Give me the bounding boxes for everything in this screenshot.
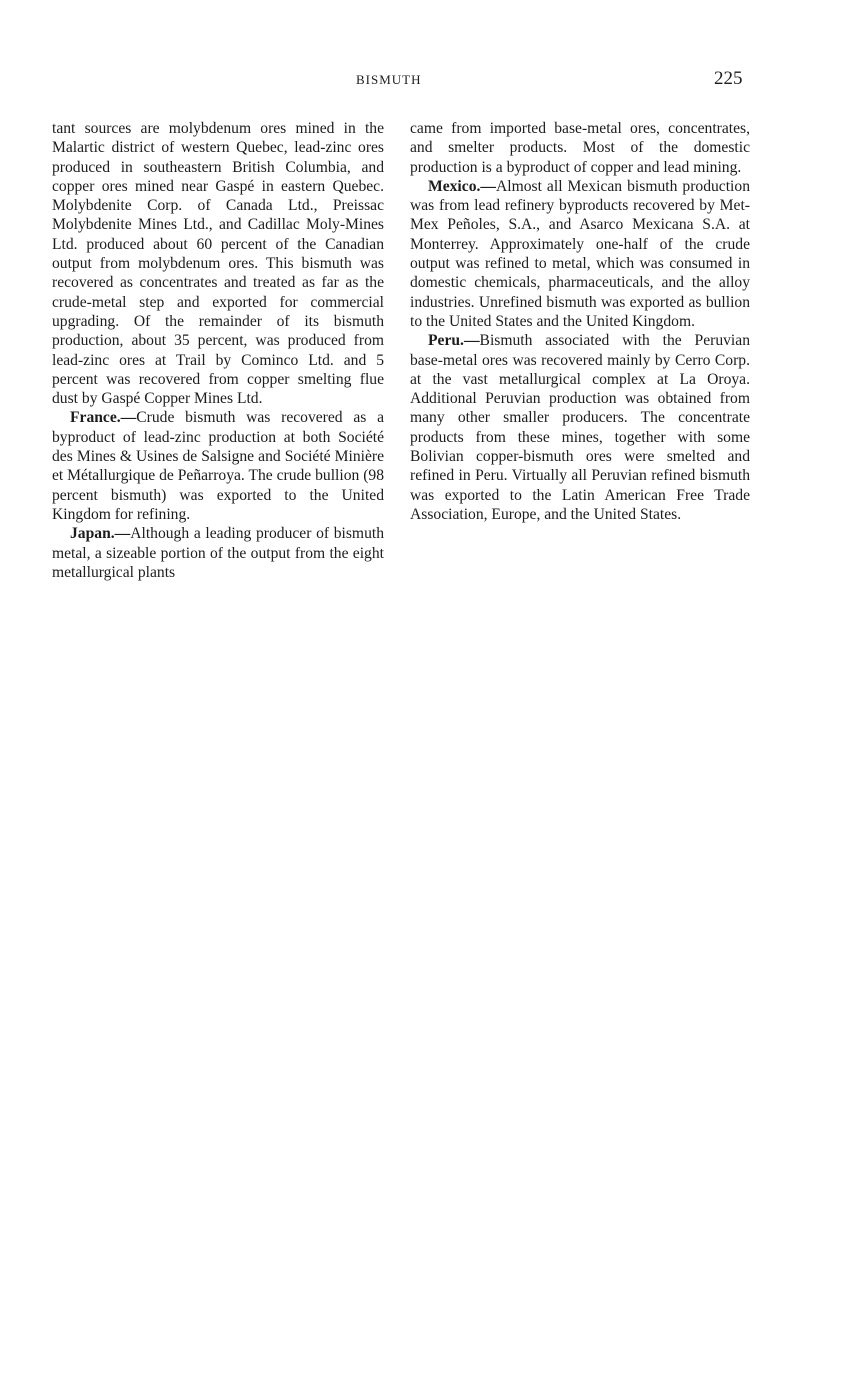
canada-continuation-paragraph: tant sources are molybdenum ores mined in the Malartic district of western Quebec, lead-zinc ores produced in southeastern British Columbia, and copper ores mined near Gaspé in eastern Quebec. Molybdenite Corp. of Canada Ltd., Preissac Molybdenite Mines Ltd., and Cadillac Moly-Mines Ltd. produced about 60 percent of the Canadian output from molybdenum ores. This bismuth was recovered as concentrates and treated as far as the crude-metal step and exported for commercial upgrading. Of the remainder of its bismuth production, about 35 percent, was produced from lead-zinc ores at Trail by Cominco Ltd. and 5 percent was recovered from copper smelting flue dust by Gaspé Copper Mines Ltd. bbox=[52, 120, 384, 408]
peru-text: Bismuth associated with the Peruvian base-metal ores was recovered mainly by Cerro Corp. at the vast metallurgical complex at La Oroya. Additional Peruvian production was obtained from many other smaller producers. The concentrate products from these mines, together with some Bolivian copper-bismuth ores were smelted and refined in Peru. Virtually all Peruvian refined bismuth was exported to the Latin American Free Trade Association, Europe, and the United States. bbox=[410, 332, 750, 523]
page-number: 225 bbox=[714, 68, 743, 89]
france-heading: France.— bbox=[70, 409, 137, 427]
mexico-paragraph bbox=[410, 177, 750, 331]
peru-heading: Peru.— bbox=[428, 332, 480, 350]
japan-heading: Japan.— bbox=[70, 525, 131, 543]
mexico-text: Almost all Mexican bismuth production was from lead refinery byproducts recovered by Met-Mex Peñoles, S.A., and Asarco Mexicana S.A. at Monterrey. Approximately one-half of the crude output was refined to metal, which was consumed in domestic chemicals, pharmaceuticals, and the alloy industries. Unrefined bismuth was exported as bullion to the United States and the United Kingdom. bbox=[410, 177, 750, 330]
france-paragraph bbox=[52, 408, 384, 524]
peru-paragraph bbox=[410, 331, 750, 524]
left-column bbox=[52, 119, 384, 582]
japan-continuation-paragraph: came from imported base-metal ores, concentrates, and smelter products. Most of the domestic production is a byproduct of copper and lead mining. bbox=[410, 120, 750, 176]
france-text: Crude bismuth was recovered as a byproduct of lead-zinc production at both Société des Mines & Usines de Salsigne and Société Minière et Métallurgique de Peñarroya. The crude bullion (98 percent bismuth) was exported to the United Kingdom for refining. bbox=[52, 409, 384, 523]
right-column bbox=[410, 119, 750, 524]
running-title: BISMUTH bbox=[356, 72, 422, 87]
japan-paragraph bbox=[52, 524, 384, 582]
japan-text: Although a leading producer of bismuth metal, a sizeable portion of the output from the eight metallurgical plants bbox=[52, 525, 384, 581]
mexico-heading: Mexico.— bbox=[428, 177, 496, 195]
